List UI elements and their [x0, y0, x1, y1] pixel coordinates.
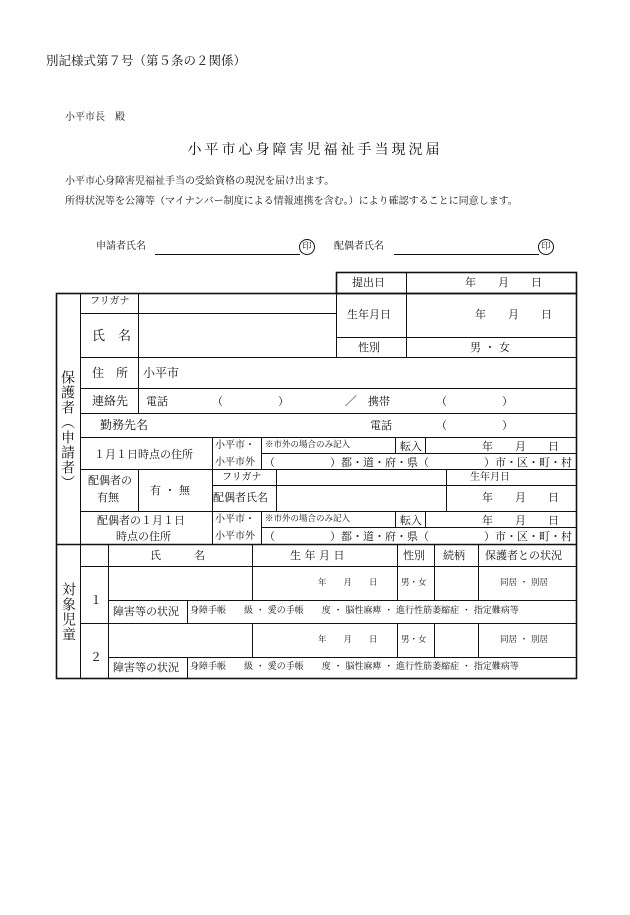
spouse-name-label: 配偶者氏名 — [334, 241, 384, 252]
moved-in-label: 転入 — [400, 440, 422, 453]
child-birthdate-field[interactable]: 年 月 日 — [318, 578, 378, 588]
form-number-label: 別記様式第７号（第５条の２関係） — [46, 53, 247, 68]
spouse-presence-label-2: 有無 — [97, 491, 119, 504]
spouse-city-inside-option[interactable]: 小平市・ — [215, 514, 255, 525]
phone-field[interactable]: （ ） — [212, 395, 289, 408]
applicant-name-label: 申請者氏名 — [96, 241, 146, 252]
spouse-birthdate-label: 生年月日 — [470, 472, 510, 483]
applicant-seal-mark: 印 — [299, 239, 315, 255]
disability-status-label: 障害等の状況 — [113, 661, 179, 674]
spouse-jan1-label: 配偶者の１月１日 — [97, 514, 185, 527]
child-name-header: 氏 名 — [150, 549, 205, 562]
guardian-birthdate-field[interactable]: 年 月 日 — [475, 308, 552, 321]
guardian-furigana-label: フリガナ — [90, 296, 130, 307]
guardian-address-label: 住 所 — [92, 366, 129, 380]
guardian-contact-label: 連絡先 — [92, 394, 129, 408]
child-guardian-status-choice[interactable]: 同居 ・ 別居 — [500, 635, 548, 645]
jan1-address-label: １月１日時点の住所 — [94, 448, 193, 461]
child-guardian-status-header: 保護者との状況 — [485, 549, 562, 562]
spouse-city-outside-option[interactable]: 小平市外 — [215, 531, 255, 542]
spouse-seal-mark: 印 — [538, 239, 554, 255]
work-phone-field[interactable]: （ ） — [436, 419, 513, 432]
child-guardian-status-choice[interactable]: 同居 ・ 別居 — [500, 578, 548, 588]
city-inside-option[interactable]: 小平市・ — [215, 440, 255, 451]
child-birthdate-header: 生 年 月 日 — [290, 549, 345, 562]
contact-separator: ／ — [345, 394, 358, 408]
mobile-label: 携帯 — [368, 395, 390, 408]
child-relation-header: 続柄 — [443, 549, 465, 562]
submission-date-label: 提出日 — [352, 276, 385, 289]
guardian-birthdate-label: 生年月日 — [347, 308, 391, 321]
child-sex-choice[interactable]: 男・女 — [401, 578, 427, 588]
prefecture-city-field[interactable]: （ ）都・道・府・県（ ）市・区・町・村 — [264, 456, 572, 469]
spouse-birthdate-field[interactable]: 年 月 日 — [482, 491, 559, 504]
moved-in-date-field[interactable]: 年 月 日 — [482, 440, 559, 453]
spouse-furigana-label: フリガナ — [222, 472, 262, 483]
mobile-field[interactable]: （ ） — [436, 395, 513, 408]
workplace-label: 勤務先名 — [100, 418, 149, 432]
child-sex-header: 性別 — [403, 549, 425, 562]
city-outside-option[interactable]: 小平市外 — [215, 457, 255, 468]
guardian-sex-choice[interactable]: 男 ・ 女 — [470, 341, 510, 354]
disability-status-choices[interactable]: 身障手帳 級 ・ 愛の手帳 度 ・ 脳性麻痺 ・ 進行性筋萎縮症 ・ 指定難病等 — [190, 606, 519, 616]
spouse-moved-in-label: 転入 — [400, 514, 422, 527]
intro-line-2: 所得状況等を公簿等（マイナンバー制度による情報連携を含む。）により確認することに同意します。 — [65, 196, 518, 207]
spouse-name-field-label: 配偶者氏名 — [213, 491, 268, 504]
child-birthdate-field[interactable]: 年 月 日 — [318, 635, 378, 645]
children-section-label: 対象児童 — [60, 582, 76, 642]
guardian-section-label: 保護者（申請者） — [59, 370, 75, 490]
child-row-number: ２ — [90, 650, 103, 664]
spouse-outside-city-note: ※市外の場合のみ記入 — [265, 514, 351, 524]
guardian-address-field[interactable]: 小平市 — [143, 366, 180, 380]
work-phone-label: 電話 — [370, 419, 392, 432]
addressee: 小平市長 殿 — [65, 112, 125, 123]
disability-status-label: 障害等の状況 — [113, 605, 179, 618]
child-row-number: １ — [90, 593, 103, 607]
guardian-name-label: 氏 名 — [92, 329, 132, 344]
spouse-prefecture-city-field[interactable]: （ ）都・道・府・県（ ）市・区・町・村 — [264, 530, 572, 543]
disability-status-choices[interactable]: 身障手帳 級 ・ 愛の手帳 度 ・ 脳性麻痺 ・ 進行性筋萎縮症 ・ 指定難病等 — [190, 662, 519, 672]
child-sex-choice[interactable]: 男・女 — [401, 635, 427, 645]
spouse-presence-label: 配偶者の — [88, 474, 132, 487]
spouse-presence-choice[interactable]: 有 ・ 無 — [150, 484, 190, 497]
submission-date-field[interactable]: 年 月 日 — [465, 276, 542, 289]
outside-city-note: ※市外の場合のみ記入 — [265, 440, 351, 450]
guardian-sex-label: 性別 — [358, 341, 380, 354]
intro-line-1: 小平市心身障害児福祉手当の受給資格の現況を届け出ます。 — [65, 176, 335, 187]
spouse-moved-in-date-field[interactable]: 年 月 日 — [482, 514, 559, 527]
spouse-jan1-label-2: 時点の住所 — [116, 530, 171, 543]
phone-label: 電話 — [146, 395, 168, 408]
document-title: 小平市心身障害児福祉手当現況届 — [187, 142, 443, 158]
